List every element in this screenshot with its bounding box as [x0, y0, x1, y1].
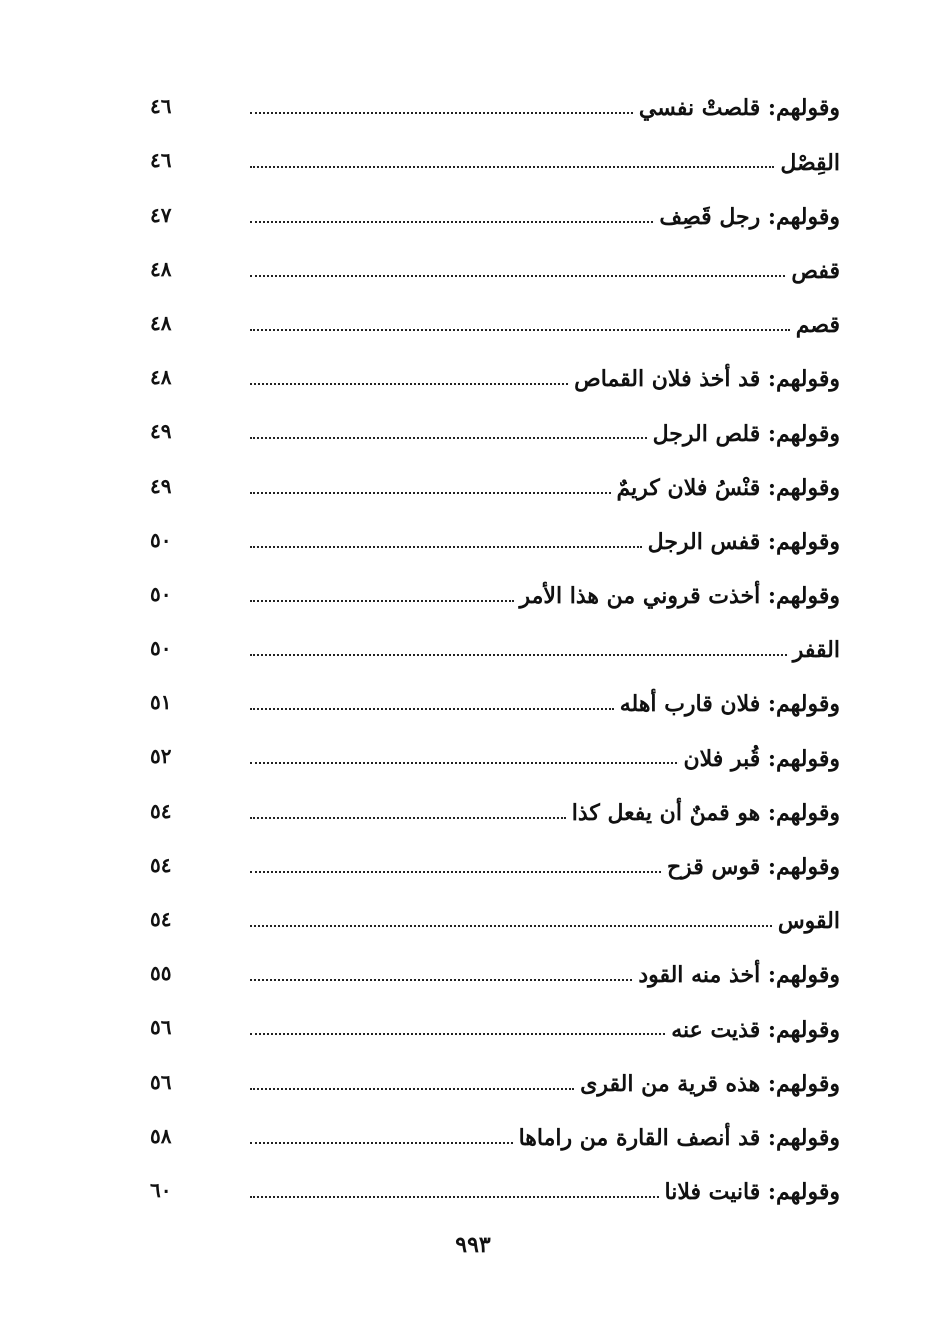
toc-entry-title: وقولهم: فلان قارب أهله: [619, 691, 840, 718]
dot-leader: [250, 437, 647, 439]
dot-leader: [250, 871, 661, 873]
toc-entry-page-number: ٥٤: [150, 798, 172, 823]
toc-entry-title: وقولهم: هذه قرية من القرى: [580, 1070, 840, 1097]
dot-leader: [250, 979, 632, 981]
toc-entry-title: وقولهم: قانيت فلانا: [664, 1179, 840, 1206]
dot-leader: [250, 329, 790, 331]
toc-entry-title: قفص: [791, 257, 840, 284]
toc-entry-page-number: ٤٨: [150, 310, 172, 335]
toc-entry: [150, 395, 840, 449]
toc-entry: [150, 829, 840, 883]
toc-entry: [150, 883, 840, 937]
toc-entry-page-number: ٤٩: [150, 473, 172, 498]
toc-entry-page-number: ٥٠: [150, 527, 172, 552]
dot-leader: [250, 817, 566, 819]
toc-entry: [150, 449, 840, 503]
toc-entry: [150, 1045, 840, 1099]
toc-entry-page-number: ٥٦: [150, 1015, 172, 1040]
toc-entry: [150, 124, 840, 178]
toc-entry-title: وقولهم: أخذت قروني من هذا الأمر: [519, 583, 840, 610]
toc-entry-title: قصم: [795, 312, 840, 339]
toc-entry-title: وقولهم: قلص الرجل: [652, 420, 840, 447]
toc-entry-title: وقولهم: قُبر فلان: [683, 745, 840, 772]
toc-entry-title: وقولهم: قوس قزح: [666, 854, 840, 881]
dot-leader: [250, 925, 772, 927]
toc-entry: [150, 991, 840, 1045]
dot-leader: [250, 383, 568, 385]
dot-leader: [250, 1142, 513, 1144]
toc-entry: [150, 558, 840, 612]
toc-entry-title: وقولهم: قفس الرجل: [647, 528, 840, 555]
dot-leader: [250, 762, 677, 764]
toc-entry-title: القوس: [777, 908, 840, 935]
toc-entry: [150, 341, 840, 395]
toc-entry-title: وقولهم: قلصتْ نفسي: [638, 95, 840, 122]
toc-entry: [150, 720, 840, 774]
toc-entry-page-number: ٥٦: [150, 1069, 172, 1094]
toc-entry-title: وقولهم: قد أخذ فلان القماص: [574, 366, 840, 393]
toc-entry-page-number: ٦٠: [150, 1177, 172, 1202]
toc-entry-title: القِصْل: [780, 149, 840, 176]
toc-entry-title: القفر: [792, 637, 840, 664]
toc-entry-page-number: ٤٦: [150, 148, 172, 173]
toc-entry: [150, 774, 840, 828]
toc-entry: [150, 612, 840, 666]
toc-entry: [150, 70, 840, 124]
toc-entry-page-number: ٤٧: [150, 202, 172, 227]
dot-leader: [250, 275, 785, 277]
toc-entry-title: وقولهم: أخذ منه القود: [638, 962, 840, 989]
toc-entry-page-number: ٥٢: [150, 744, 172, 769]
toc-entry: [150, 1154, 840, 1208]
toc-entry-title: وقولهم: قد أنصف القارة من راماها: [518, 1124, 840, 1151]
dot-leader: [250, 492, 611, 494]
toc-entry: [150, 233, 840, 287]
toc-entry-title: وقولهم: قنْسُ فلان كريمٌ: [616, 474, 840, 501]
toc-entry-page-number: ٥٥: [150, 961, 172, 986]
page-number: ٩٩٣: [455, 1232, 491, 1258]
toc-entry-page-number: ٤٨: [150, 365, 172, 390]
toc-entry-title: وقولهم: هو قمنٌ أن يفعل كذا: [571, 799, 840, 826]
toc-entry-page-number: ٥٠: [150, 636, 172, 661]
dot-leader: [250, 1033, 665, 1035]
dot-leader: [250, 708, 614, 710]
dot-leader: [250, 1088, 574, 1090]
toc-entry: [150, 178, 840, 232]
toc-entry: [150, 287, 840, 341]
dot-leader: [250, 654, 787, 656]
toc-entry-title: وقولهم: رجل قَصِف: [659, 203, 840, 230]
toc-entry: [150, 937, 840, 991]
dot-leader: [250, 546, 642, 548]
dot-leader: [250, 600, 514, 602]
toc-entry-page-number: ٥٤: [150, 907, 172, 931]
dot-leader: [250, 112, 633, 114]
toc-entry-page-number: ٥١: [150, 690, 172, 715]
toc-entry: [150, 1100, 840, 1154]
toc-entry-page-number: ٤٦: [150, 94, 172, 119]
toc-entry-page-number: ٤٨: [150, 256, 172, 281]
toc-entry-page-number: ٤٩: [150, 419, 172, 444]
toc-entry-page-number: ٥٨: [150, 1123, 172, 1148]
table-of-contents: [150, 70, 840, 1208]
toc-entry: [150, 504, 840, 558]
toc-entry: [150, 666, 840, 720]
toc-entry-page-number: ٥٠: [150, 581, 172, 606]
dot-leader: [250, 221, 653, 223]
dot-leader: [250, 1196, 659, 1198]
toc-entry-page-number: ٥٤: [150, 852, 172, 877]
dot-leader: [250, 166, 774, 168]
toc-entry-title: وقولهم: قذيت عنه: [671, 1016, 840, 1043]
